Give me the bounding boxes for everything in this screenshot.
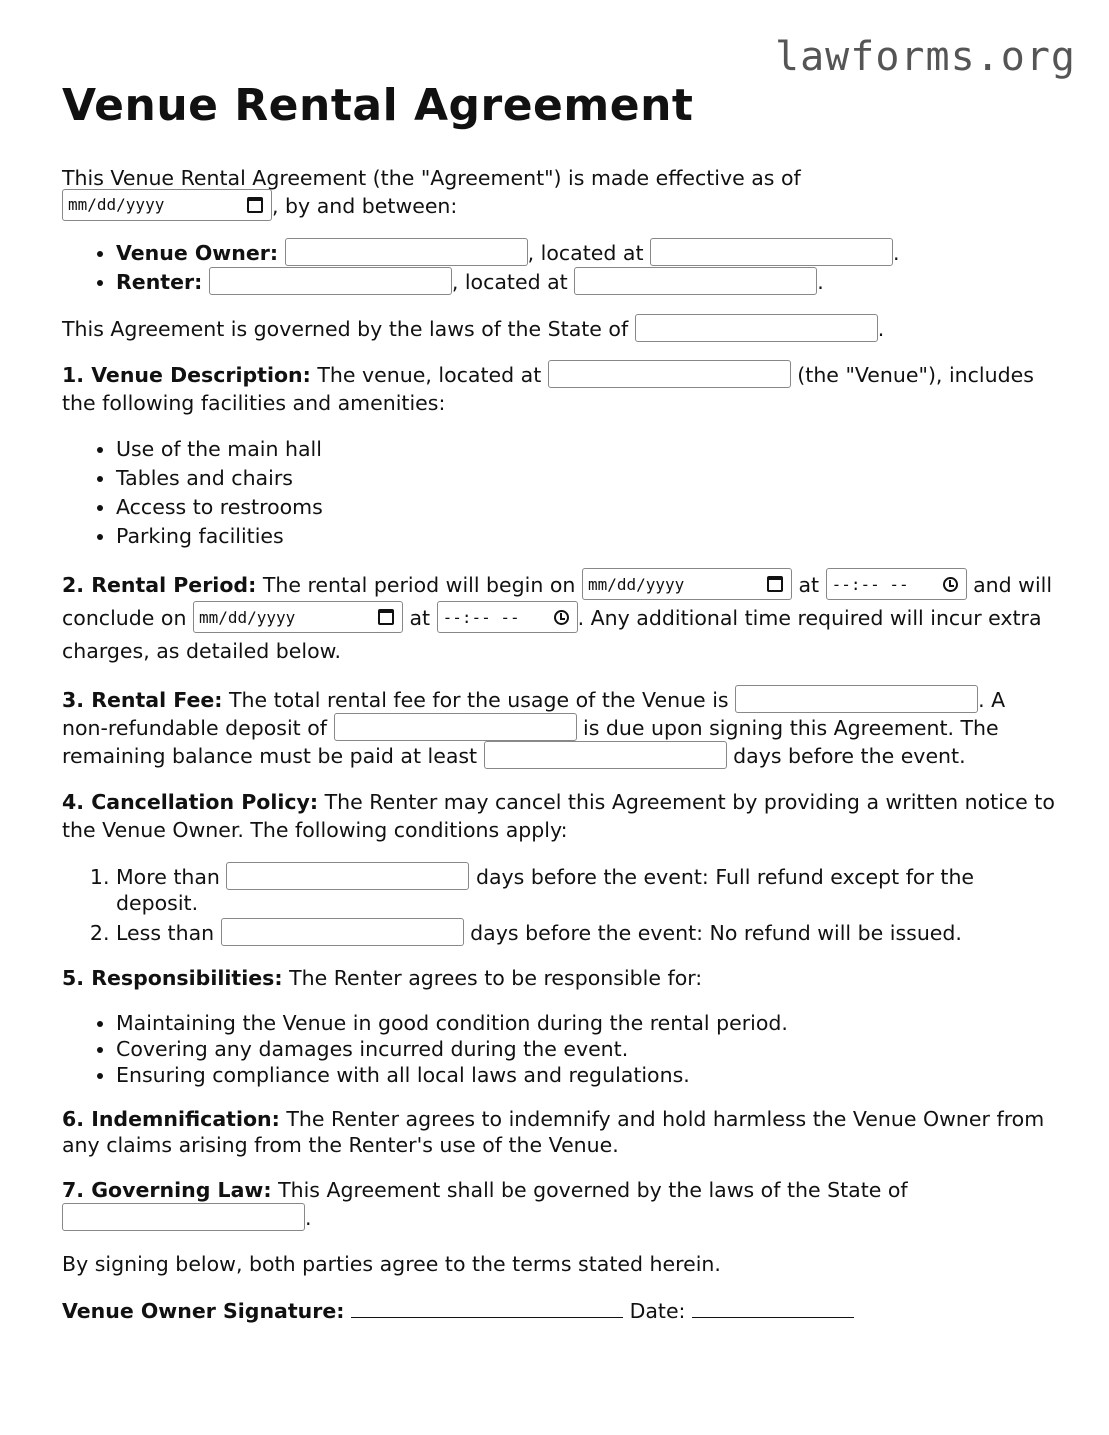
section-text: The Renter agrees to be responsible for: (282, 966, 703, 990)
signature-date-field[interactable] (692, 1296, 854, 1318)
party-text: . (817, 270, 824, 294)
calendar-icon[interactable] (767, 576, 783, 592)
calendar-icon[interactable] (247, 197, 263, 213)
party-text: , located at (451, 270, 568, 294)
renter-name-field[interactable] (209, 267, 452, 295)
section-heading: 6. Indemnification: (62, 1107, 280, 1131)
section-text: and will conclude on (62, 573, 1053, 630)
section-rental-fee (62, 686, 1057, 770)
end-time-input[interactable] (437, 601, 578, 633)
governed-end: . (877, 317, 885, 341)
venue-owner-address-field[interactable] (650, 238, 893, 266)
full-refund-days-field[interactable] (226, 862, 469, 890)
balance-days-field[interactable] (484, 741, 727, 769)
intro-text-after: , by and between: (272, 194, 458, 218)
section-text: . (305, 1206, 312, 1230)
watermark: lawforms.org (775, 34, 1076, 80)
section-text: (the "Venue"), includes the following facilities and amenities: (62, 363, 1034, 415)
section-indemnification (62, 1106, 1057, 1158)
section-text: The Renter agrees to indemnify and hold harmless the Venue Owner from any claims arising from the Renter's use of the Venue. (62, 1107, 1045, 1157)
calendar-icon[interactable] (378, 609, 394, 625)
deposit-field[interactable] (334, 713, 577, 741)
section-text: at (402, 606, 437, 630)
signature-line (62, 1296, 1057, 1325)
list-item: • Ensuring compliance with all local laws and regulations. (116, 1062, 1057, 1088)
start-time-input[interactable] (826, 568, 967, 600)
section-responsibilities (62, 964, 1057, 992)
intro-paragraph (62, 164, 1057, 221)
list-item (116, 864, 1057, 916)
section-heading: 7. Governing Law: (62, 1178, 272, 1202)
signature-label: Venue Owner Signature: (62, 1299, 345, 1323)
effective-date-input[interactable] (62, 189, 272, 221)
closing-statement: By signing below, both parties agree to the terms stated herein. (62, 1252, 721, 1276)
list-item: • Access to restrooms (116, 493, 1057, 522)
date-label: Date: (629, 1299, 686, 1323)
section-text: days before the event. (726, 744, 966, 768)
party-text: . (893, 241, 900, 265)
section-text: is due upon signing this Agreement. The remaining balance must be paid at least (62, 716, 999, 768)
governed-paragraph (62, 315, 1057, 343)
no-refund-days-field[interactable] (221, 918, 464, 946)
clock-icon[interactable] (554, 610, 569, 625)
section-heading: 4. Cancellation Policy: (62, 790, 319, 814)
time-placeholder: --:-- -- (831, 574, 909, 594)
party-label: Renter: (116, 270, 203, 294)
start-date-input[interactable] (582, 568, 792, 600)
list-item: • Use of the main hall (116, 435, 1057, 464)
list-item: • Maintaining the Venue in good condition during the rental period. (116, 1010, 1057, 1036)
section-heading: 2. Rental Period: (62, 573, 257, 597)
time-placeholder: --:-- -- (442, 607, 520, 627)
item-text: More than (116, 865, 227, 889)
clock-icon[interactable] (943, 577, 958, 592)
section-text: at (791, 573, 826, 597)
intro-text: This Venue Rental Agreement (the "Agreement") is made effective as of (62, 166, 801, 190)
section-heading: 3. Rental Fee: (62, 688, 223, 712)
date-placeholder: mm/dd/yyyy (587, 574, 685, 594)
section-text: The total rental fee for the usage of the Venue is (222, 688, 736, 712)
list-item: • Tables and chairs (116, 464, 1057, 493)
list-item (116, 920, 1057, 946)
venue-owner-name-field[interactable] (285, 238, 528, 266)
date-placeholder: mm/dd/yyyy (198, 607, 296, 627)
governed-text: This Agreement is governed by the laws of the State of (62, 317, 629, 341)
list-item (116, 239, 1057, 268)
parties-list (62, 239, 1057, 297)
list-item: • Parking facilities (116, 522, 1057, 551)
responsibilities-list (62, 1010, 1057, 1088)
list-item (116, 268, 1057, 297)
item-text: days before the event: No refund will be issued. (463, 921, 962, 945)
governing-state-field[interactable] (635, 314, 878, 342)
section-rental-period (62, 569, 1057, 668)
cancellation-list (62, 864, 1057, 946)
section-heading: 1. Venue Description: (62, 363, 311, 387)
renter-address-field[interactable] (574, 267, 817, 295)
list-item: • Covering any damages incurred during the event. (116, 1036, 1057, 1062)
section-heading: 5. Responsibilities: (62, 966, 283, 990)
venue-location-field[interactable] (548, 360, 791, 388)
section-text: . Any additional time required will incur extra charges, as detailed below. (62, 606, 1042, 663)
item-text: days before the event: Full refund except for the deposit. (116, 865, 975, 915)
section-cancellation (62, 788, 1057, 844)
section-text: . A non-refundable deposit of (62, 688, 1006, 740)
section-text: The Renter may cancel this Agreement by providing a written notice to the Venue Owner. The following conditions apply: (62, 790, 1055, 842)
section-governing-law (62, 1176, 1057, 1232)
signature-field[interactable] (351, 1296, 623, 1318)
amenities-list (62, 435, 1057, 551)
page-title: Venue Rental Agreement (62, 80, 694, 131)
party-text: , located at (527, 241, 644, 265)
section-text: This Agreement shall be governed by the laws of the State of (271, 1178, 908, 1202)
governing-law-state-field[interactable] (62, 1203, 305, 1231)
section-text: The rental period will begin on (256, 573, 582, 597)
party-label: Venue Owner: (116, 241, 279, 265)
section-text: The venue, located at (310, 363, 548, 387)
rental-fee-field[interactable] (735, 685, 978, 713)
document-body (62, 78, 1057, 1343)
item-text: Less than (116, 921, 221, 945)
end-date-input[interactable] (193, 601, 403, 633)
date-placeholder: mm/dd/yyyy (68, 195, 165, 214)
section-venue-description (62, 361, 1057, 417)
